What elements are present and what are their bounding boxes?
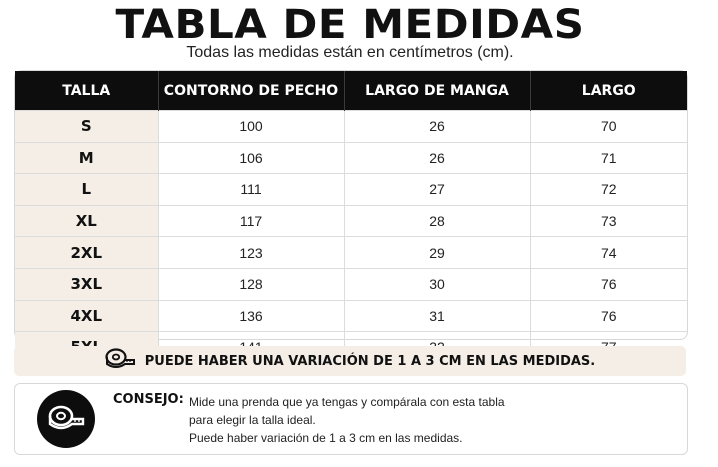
size-cell: 2XL (15, 237, 158, 269)
sleeve-cell: 30 (344, 268, 530, 300)
header-talla: TALLA (15, 71, 158, 111)
length-cell: 73 (530, 205, 687, 237)
sleeve-cell: 26 (344, 111, 530, 143)
size-cell: 3XL (15, 268, 158, 300)
length-cell: 72 (530, 174, 687, 206)
size-cell: M (15, 142, 158, 174)
header-contorno-de-pecho: CONTORNO DE PECHO (158, 71, 344, 111)
length-cell: 70 (530, 111, 687, 143)
length-cell: 76 (530, 300, 687, 332)
sleeve-cell: 28 (344, 205, 530, 237)
size-cell: S (15, 111, 158, 143)
chest-cell: 111 (158, 174, 344, 206)
sleeve-cell: 31 (344, 300, 530, 332)
table-row (15, 174, 687, 206)
tip-line: Mide una prenda que ya tengas y compárala con esta tabla (189, 395, 505, 409)
tape-measure-icon (37, 390, 95, 448)
chest-cell: 106 (158, 142, 344, 174)
sleeve-cell: 29 (344, 237, 530, 269)
size-cell: XL (15, 205, 158, 237)
page-title: TABLA DE MEDIDAS (115, 2, 585, 48)
variation-note-banner (14, 346, 686, 376)
tip-box (14, 383, 688, 455)
table-header-row (15, 71, 687, 111)
size-cell: 4XL (15, 300, 158, 332)
header-largo: LARGO (530, 71, 687, 111)
header-largo-de-manga: LARGO DE MANGA (344, 71, 530, 111)
variation-note-text: PUEDE HABER UNA VARIACIÓN DE 1 A 3 CM EN LAS MEDIDAS. (144, 353, 596, 369)
tip-text (189, 393, 505, 447)
chest-cell: 117 (158, 205, 344, 237)
tip-line: para elegir la talla ideal. (189, 413, 316, 427)
chest-cell: 136 (158, 300, 344, 332)
chest-cell: 100 (158, 111, 344, 143)
tape-measure-icon (105, 348, 135, 375)
sleeve-cell: 26 (344, 142, 530, 174)
size-table (14, 70, 688, 340)
tip-line: Puede haber variación de 1 a 3 cm en las medidas. (189, 431, 463, 445)
table-row (15, 142, 687, 174)
table-row (15, 205, 687, 237)
chest-cell: 123 (158, 237, 344, 269)
chest-cell: 128 (158, 268, 344, 300)
sleeve-cell: 27 (344, 174, 530, 206)
page-subtitle: Todas las medidas están en centímetros (cm). (186, 44, 514, 61)
length-cell: 74 (530, 237, 687, 269)
table-row (15, 111, 687, 143)
table-row (15, 300, 687, 332)
table-row (15, 268, 687, 300)
table-row (15, 237, 687, 269)
tip-label: CONSEJO: (113, 392, 184, 407)
size-cell: L (15, 174, 158, 206)
length-cell: 76 (530, 268, 687, 300)
length-cell: 71 (530, 142, 687, 174)
